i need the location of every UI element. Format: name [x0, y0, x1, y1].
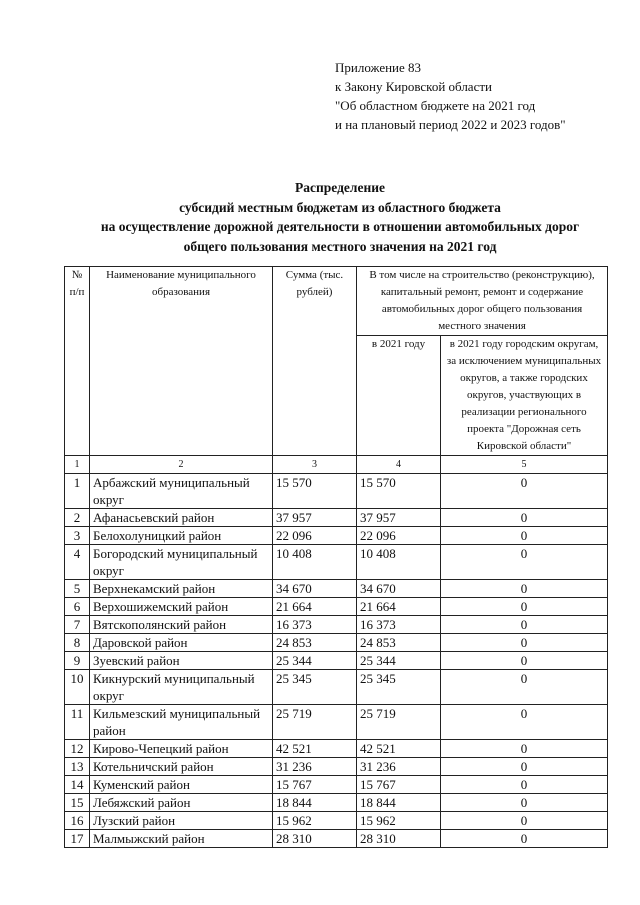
table-row [65, 705, 608, 740]
amount-urban: 0 [441, 740, 608, 758]
table-row [65, 474, 608, 509]
amount-2021: 10 408 [357, 545, 441, 580]
municipality-name: Лебяжский район [90, 794, 273, 812]
row-number: 16 [65, 812, 90, 830]
table-row [65, 830, 608, 848]
row-number: 9 [65, 652, 90, 670]
municipality-name: Малмыжский район [90, 830, 273, 848]
total-sum: 37 957 [273, 509, 357, 527]
total-sum: 31 236 [273, 758, 357, 776]
table-row [65, 740, 608, 758]
row-number: 17 [65, 830, 90, 848]
row-number: 10 [65, 670, 90, 705]
amount-2021: 15 570 [357, 474, 441, 509]
municipality-name: Арбажский муниципальный округ [90, 474, 273, 509]
amount-urban: 0 [441, 705, 608, 740]
amount-urban: 0 [441, 545, 608, 580]
municipality-name: Куменский район [90, 776, 273, 794]
total-sum: 28 310 [273, 830, 357, 848]
municipality-name: Верхошижемский район [90, 598, 273, 616]
row-number: 11 [65, 705, 90, 740]
total-sum: 16 373 [273, 616, 357, 634]
table-row [65, 812, 608, 830]
amount-2021: 25 344 [357, 652, 441, 670]
total-sum: 21 664 [273, 598, 357, 616]
title-line: общего пользования местного значения на 2021 год [183, 238, 497, 254]
total-sum: 25 344 [273, 652, 357, 670]
row-number: 13 [65, 758, 90, 776]
municipality-name: Зуевский район [90, 652, 273, 670]
total-sum: 42 521 [273, 740, 357, 758]
table-row [65, 509, 608, 527]
total-sum: 15 767 [273, 776, 357, 794]
row-number: 6 [65, 598, 90, 616]
header-sum: Сумма (тыс. рублей) [273, 267, 357, 456]
amount-2021: 15 962 [357, 812, 441, 830]
amount-urban: 0 [441, 830, 608, 848]
table-row [65, 776, 608, 794]
municipality-name: Афанасьевский район [90, 509, 273, 527]
municipality-name: Белохолуницкий район [90, 527, 273, 545]
amount-urban: 0 [441, 794, 608, 812]
municipality-name: Котельничский район [90, 758, 273, 776]
row-number: 4 [65, 545, 90, 580]
amount-2021: 25 719 [357, 705, 441, 740]
amount-2021: 16 373 [357, 616, 441, 634]
column-number: 2 [90, 456, 273, 474]
header-urban: в 2021 году городским округам, за исключением муниципальных округов, а также городских округов, участвующих в реализации регионального проекта "Дорожная сеть Кировской области" [441, 336, 608, 456]
amount-2021: 15 767 [357, 776, 441, 794]
amount-2021: 22 096 [357, 527, 441, 545]
row-number: 14 [65, 776, 90, 794]
table-row [65, 794, 608, 812]
amount-urban: 0 [441, 580, 608, 598]
appendix-header [335, 58, 566, 134]
column-number: 3 [273, 456, 357, 474]
table-row [65, 598, 608, 616]
total-sum: 10 408 [273, 545, 357, 580]
appendix-line: и на плановый период 2022 и 2023 годов" [335, 117, 566, 132]
appendix-line: "Об областном бюджете на 2021 год [335, 98, 536, 113]
row-number: 8 [65, 634, 90, 652]
row-number: 2 [65, 509, 90, 527]
amount-urban: 0 [441, 652, 608, 670]
table-row [65, 527, 608, 545]
total-sum: 18 844 [273, 794, 357, 812]
amount-urban: 0 [441, 670, 608, 705]
amount-2021: 24 853 [357, 634, 441, 652]
document-title [60, 178, 620, 256]
amount-urban: 0 [441, 758, 608, 776]
amount-2021: 18 844 [357, 794, 441, 812]
column-number: 5 [441, 456, 608, 474]
municipality-name: Даровской район [90, 634, 273, 652]
row-number: 3 [65, 527, 90, 545]
row-number: 7 [65, 616, 90, 634]
amount-urban: 0 [441, 616, 608, 634]
amount-urban: 0 [441, 634, 608, 652]
title-line: субсидий местным бюджетам из областного бюджета [179, 199, 501, 215]
total-sum: 24 853 [273, 634, 357, 652]
total-sum: 25 719 [273, 705, 357, 740]
amount-urban: 0 [441, 527, 608, 545]
total-sum: 25 345 [273, 670, 357, 705]
amount-2021: 34 670 [357, 580, 441, 598]
row-number: 1 [65, 474, 90, 509]
municipality-name: Вятскополянский район [90, 616, 273, 634]
total-sum: 15 570 [273, 474, 357, 509]
amount-2021: 37 957 [357, 509, 441, 527]
title-line: Распределение [294, 180, 386, 195]
header-2021: в 2021 году [357, 336, 441, 456]
row-number: 5 [65, 580, 90, 598]
amount-2021: 31 236 [357, 758, 441, 776]
amount-urban: 0 [441, 474, 608, 509]
table-row [65, 580, 608, 598]
column-number: 4 [357, 456, 441, 474]
total-sum: 34 670 [273, 580, 357, 598]
appendix-line: к Закону Кировской области [335, 79, 492, 94]
table-row [65, 616, 608, 634]
amount-urban: 0 [441, 776, 608, 794]
amount-2021: 42 521 [357, 740, 441, 758]
municipality-name: Кикнурский муниципальный округ [90, 670, 273, 705]
amount-urban: 0 [441, 812, 608, 830]
table-row [65, 652, 608, 670]
amount-2021: 21 664 [357, 598, 441, 616]
table-body [65, 474, 608, 848]
row-number: 15 [65, 794, 90, 812]
row-number: 12 [65, 740, 90, 758]
amount-2021: 25 345 [357, 670, 441, 705]
table-row [65, 545, 608, 580]
municipality-name: Кирово-Чепецкий район [90, 740, 273, 758]
amount-urban: 0 [441, 509, 608, 527]
total-sum: 15 962 [273, 812, 357, 830]
table-row [65, 670, 608, 705]
table-row [65, 634, 608, 652]
amount-urban: 0 [441, 598, 608, 616]
amount-2021: 28 310 [357, 830, 441, 848]
table-header [65, 267, 608, 474]
total-sum: 22 096 [273, 527, 357, 545]
table-row [65, 758, 608, 776]
municipality-name: Кильмезский муниципальный район [90, 705, 273, 740]
municipality-name: Лузский район [90, 812, 273, 830]
municipality-name: Богородский муниципальный округ [90, 545, 273, 580]
header-num: № п/п [65, 267, 90, 456]
title-line: на осуществление дорожной деятельности в отношении автомобильных дорог [100, 219, 580, 234]
header-name: Наименование муниципального образования [90, 267, 273, 456]
appendix-line: Приложение 83 [335, 60, 422, 75]
column-number: 1 [65, 456, 90, 474]
subsidy-table [64, 266, 608, 848]
municipality-name: Верхнекамский район [90, 580, 273, 598]
header-including: В том числе на строительство (реконструкцию), капитальный ремонт, ремонт и содержание автомобильных дорог общего пользования местного значения [357, 267, 608, 336]
